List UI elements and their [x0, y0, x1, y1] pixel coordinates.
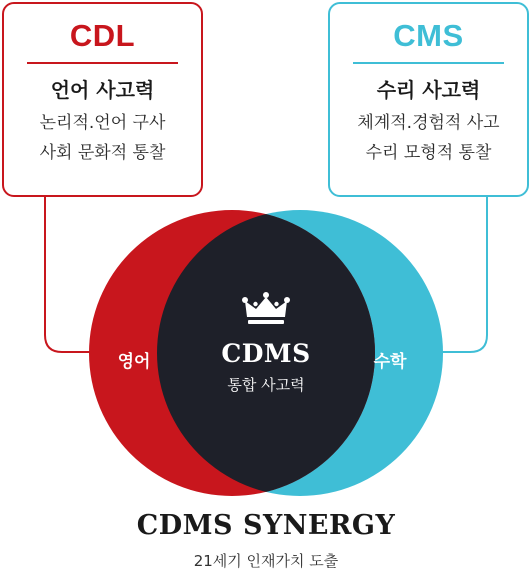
cdl-card-divider — [27, 62, 178, 64]
cdl-card-subtitle: 언어 사고력 — [50, 78, 155, 102]
cdl-card — [2, 2, 203, 197]
english-label: 영어 — [117, 352, 151, 372]
crown-icon — [241, 291, 291, 327]
cdl-card-title: CDL — [69, 18, 136, 53]
cdms-center-subtitle: 통합 사고력 — [227, 376, 305, 394]
cdms-center-title: CDMS — [221, 339, 311, 368]
synergy-title: CDMS SYNERGY — [136, 510, 396, 541]
cdl-card-line: 논리적.언어 구사 — [39, 113, 166, 133]
math-label: 수학 — [373, 352, 407, 372]
cms-card-title: CMS — [393, 18, 464, 53]
cdl-card-line: 사회 문화적 통찰 — [39, 143, 166, 163]
cms-card-line: 수리 모형적 통찰 — [365, 143, 492, 163]
cms-card-subtitle: 수리 사고력 — [376, 78, 481, 102]
cms-card — [328, 2, 529, 197]
synergy-subtitle: 21세기 인재가치 도출 — [193, 552, 339, 570]
cms-card-divider — [353, 62, 504, 64]
cms-card-line: 체계적.경험적 사고 — [357, 113, 500, 133]
